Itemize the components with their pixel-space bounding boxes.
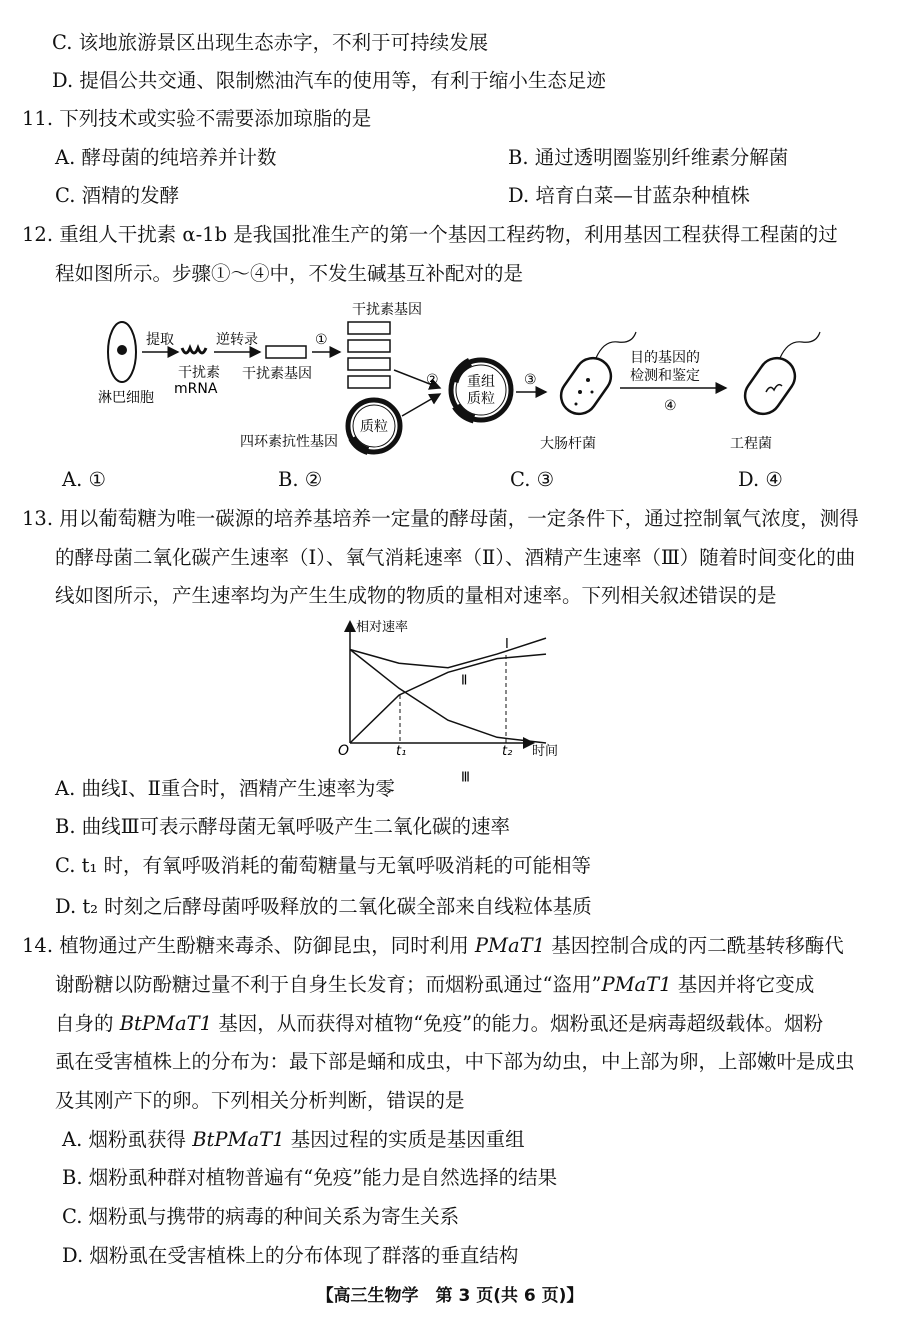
q11-stem: 11. 下列技术或实验不需要添加琼脂的是 [22,107,372,130]
q10-option-c: C. 该地旅游景区出现生态赤字，不利于可持续发展 [52,31,489,54]
series-line-3 [350,650,546,743]
gene-copies-icon [348,322,390,388]
page-footer: 【高三生物学 第 3 页(共 6 页)】 [316,1286,584,1306]
recombinant-label-line2: 质粒 [467,391,495,407]
q14-option-d: D. 烟粉虱在受害植株上的分布体现了群落的垂直结构 [62,1244,519,1267]
detect-label-line1: 目的基因的 [630,350,700,366]
rate-chart [320,615,580,786]
q12-option-a: A. ① [62,468,106,491]
q11-option-b: B. 通过透明圈鉴别纤维素分解菌 [508,146,789,169]
q13-option-a: A. 曲线Ⅰ、Ⅱ重合时，酒精产生速率为零 [55,777,395,800]
y-axis-label: 相对速率 [356,620,409,635]
mrna-label-line2: mRNA [174,381,218,397]
t1-tick-label: t₁ [396,744,407,759]
engineered-label: 工程菌 [730,436,772,452]
series-label-3: Ⅲ [461,770,470,786]
q13-stem-line2: 的酵母菌二氧化碳产生速率（Ⅰ）、氧气消耗速率（Ⅱ）、酒精产生速率（Ⅲ）随着时间变化的曲 [55,546,856,569]
x-axis-label: 时间 [532,744,559,759]
q10-option-d: D. 提倡公共交通、限制燃油汽车的使用等，有利于缩小生态足迹 [52,69,606,92]
q14-gene-btpmat1: BtPMaT1 [119,1012,212,1035]
q14-line3 [55,1011,823,1037]
q11-option-c: C. 酒精的发酵 [55,184,180,207]
q14-line3-post: 基因，从而获得对植物“免疫”的能力。烟粉虱还是病毒超级载体。烟粉 [212,1012,824,1035]
q14-line1 [22,933,844,959]
reverse-transcription-label: 逆转录 [216,332,258,348]
q14-line1-post: 基因控制合成的丙二酰基转移酶代 [545,934,844,957]
lymph-cell-icon [108,322,136,382]
mrna-icon [182,348,206,353]
series-label-1: Ⅰ [505,637,509,653]
ecoli-label: 大肠杆菌 [540,436,596,452]
q14-line2-post: 基因并将它变成 [671,973,815,996]
q12-stem-line2: 程如图所示。步骤①～④中，不发生碱基互补配对的是 [55,262,524,285]
origin-label: O [338,743,350,759]
q12-stem-line1: 12. 重组人干扰素 α-1b 是我国批准生产的第一个基因工程药物，利用基因工程获得工程菌的过 [22,223,838,246]
q14-gene-pmat1-2: PMaT1 [601,973,672,996]
q14-line5: 及其刚产下的卵。下列相关分析判断，错误的是 [55,1089,465,1112]
recombinant-label-line1: 重组 [467,374,495,390]
q13-option-d: D. t₂ 时刻之后酵母菌呼吸释放的二氧化碳全部来自线粒体基质 [55,895,592,918]
step2-label: ② [426,372,439,388]
series-label-2: Ⅱ [461,673,468,689]
lymph-cell-label: 淋巴细胞 [98,390,154,406]
q11-option-d: D. 培育白菜—甘蓝杂种植株 [508,184,750,207]
detect-label-line2: 检测和鉴定 [630,368,700,384]
series-line-1 [350,638,546,668]
mrna-label-line1: 干扰素 [178,365,220,381]
q13-stem-line1: 13. 用以葡萄糖为唯一碳源的培养基培养一定量的酵母菌，一定条件下，通过控制氧气浓度，测得 [22,507,859,530]
q11-option-a: A. 酵母菌的纯培养并计数 [55,146,277,169]
q12-option-c: C. ③ [510,468,555,491]
q14-option-a-gene: BtPMaT1 [192,1128,285,1151]
engineered-bacterium-icon [738,332,820,421]
step1-label: ① [315,332,328,348]
q13-stem-line3: 线如图所示，产生速率均为产生生成物的物质的量相对速率。下列相关叙述错误的是 [55,584,777,607]
gene-fragment-icon [266,346,306,358]
q14-option-a-post: 基因过程的实质是基因重组 [284,1128,525,1151]
gene-stack-label: 干扰素基因 [352,302,422,318]
q14-gene-pmat1: PMaT1 [474,934,546,957]
q14-option-b: B. 烟粉虱种群对植物普遍有“免疫”能力是自然选择的结果 [62,1166,558,1189]
q14-line1-pre: 14. 植物通过产生酚糖来毒杀、防御昆虫，同时利用 [22,934,475,957]
q12-option-b: B. ② [278,468,323,491]
tet-gene-label: 四环素抗性基因 [240,434,338,450]
ecoli-icon [554,332,636,421]
gene-engineering-diagram [90,300,830,460]
q13-option-c: C. t₁ 时，有氧呼吸消耗的葡萄糖量与无氧呼吸消耗的可能相等 [55,854,591,877]
extract-label: 提取 [146,332,174,348]
recombinant-plasmid-icon [451,360,511,420]
plasmid-label: 质粒 [360,419,388,435]
q14-line4: 虱在受害植株上的分布为：最下部是蛹和成虫，中下部为幼虫，中上部为卵，上部嫩叶是成虫 [55,1050,855,1073]
t2-tick-label: t₂ [502,744,513,759]
q14-option-c: C. 烟粉虱与携带的病毒的种间关系为寄生关系 [62,1205,460,1228]
q13-option-b: B. 曲线Ⅲ可表示酵母菌无氧呼吸产生二氧化碳的速率 [55,815,511,838]
q14-line2-pre: 谢酚糖以防酚糖过量不利于自身生长发育；而烟粉虱通过“盗用” [55,973,602,996]
q14-line2 [55,972,814,998]
q14-option-a [62,1127,525,1153]
step4-label: ④ [664,398,677,414]
q14-option-a-pre: A. 烟粉虱获得 [62,1128,193,1151]
q12-option-d: D. ④ [738,468,783,491]
step3-label: ③ [524,372,537,388]
q14-line3-pre: 自身的 [55,1012,120,1035]
gene-label: 干扰素基因 [242,366,312,382]
